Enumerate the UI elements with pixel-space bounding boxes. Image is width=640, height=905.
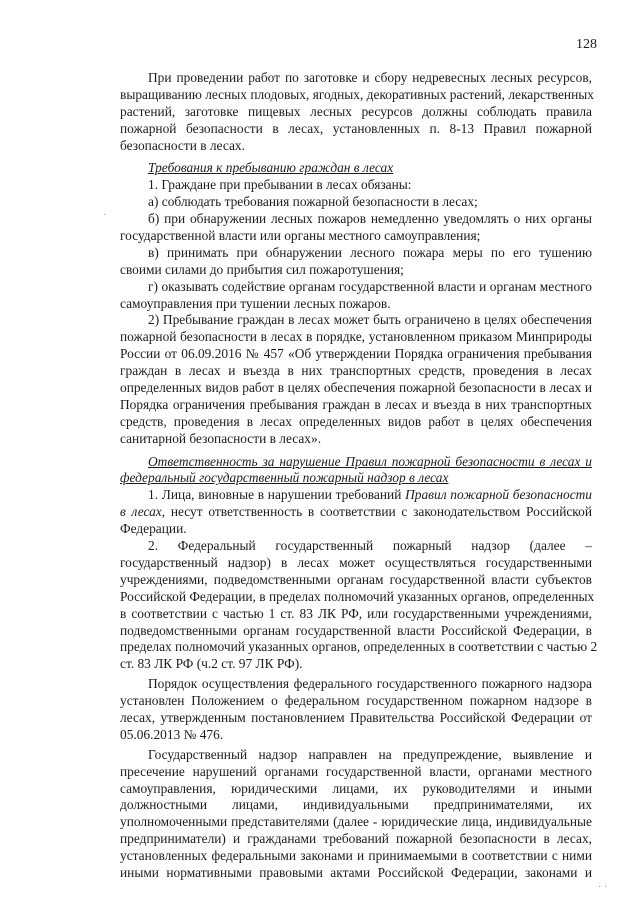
text-line: растений, заготовке пищевых лесных ресурсов должны соблюдать правила <box>120 103 592 119</box>
word: 2. <box>148 538 159 554</box>
text-line: пожарной безопасности в лесах в порядке, установленном приказом Минприроды <box>120 329 592 345</box>
text-line: России от 06.09.2016 № 457 «Об утверждении Порядка ограничения пребывания <box>120 346 592 362</box>
text-line: самоуправления при тушении лесных пожаров. <box>120 295 391 311</box>
text-run: , несут ответственность в соответствии с законодательством Российской <box>161 504 592 520</box>
text-line: граждан в лесах и въезда в них транспортных средств, проведения в лесах <box>120 363 592 379</box>
text-line: государственной власти или органы местного самоуправления; <box>120 228 481 244</box>
requirements-section <box>120 177 592 447</box>
word: надзор <box>471 538 510 554</box>
word: Федеральный <box>177 538 256 554</box>
text-line: Федерации. <box>120 521 187 537</box>
text-line: определенных видов работ в целях обеспечения пожарной безопасности в лесах и <box>120 380 592 396</box>
text-line: 2) Пребывание граждан в лесах может быть ограничено в целях обеспечения <box>148 312 592 328</box>
text-line: иными нормативными правовыми актами Российской Федерации, законами и <box>120 864 592 880</box>
section-heading-requirements: Требования к пребыванию граждан в лесах <box>148 160 394 176</box>
section-heading-liability <box>120 454 592 488</box>
text-line: пожарной безопасности в лесах, установленных п. 8-13 Правил пожарной <box>120 120 592 136</box>
margin-mark: · · <box>598 882 608 893</box>
text-line: При проведении работ по заготовке и сбору недревесных лесных ресурсов, <box>148 70 592 85</box>
heading-line: Ответственность за нарушение Правил пожарной безопасности в лесах и <box>148 453 592 469</box>
order-paragraph <box>120 676 592 744</box>
text-line: предприниматели) и гражданами требований пожарной безопасности в лесах, <box>120 831 592 847</box>
margin-mark: · <box>103 210 107 221</box>
text-line: 1. Граждане при пребывании в лесах обязаны: <box>148 177 412 193</box>
rules-title-italic: в лесах <box>120 504 162 520</box>
text-line: Государственный надзор направлен на предупреждение, выявление и <box>148 746 592 762</box>
text-line: 05.06.2013 № 476. <box>120 726 224 742</box>
heading-line: федеральный государственный пожарный надзор в лесах <box>120 470 449 486</box>
word: пожарный <box>392 538 452 554</box>
liability-item-2 <box>120 538 598 673</box>
word: государственный <box>275 538 374 554</box>
text-line: г) оказывать содействие органам государственной власти и органам местного <box>148 278 592 294</box>
text-line: учреждениями, подведомственными органам государственной власти субъектов <box>120 571 592 587</box>
text-line: Порядок осуществления федерального государственного пожарного надзора <box>148 676 592 692</box>
text-line: ст. 83 ЛК РФ (ч.2 ст. 97 ЛК РФ). <box>120 656 303 672</box>
text-line: самоуправления, юридическими лицами, их руководителями и иными <box>120 780 592 796</box>
text-line: выращиванию лесных плодовых, ягодных, декоративных растений, лекарственных <box>120 86 594 102</box>
text-line: а) соблюдать требования пожарной безопасности в лесах; <box>148 194 478 210</box>
text-line: установленных федеральными законами и принимаемыми в соответствии с ними <box>120 848 592 864</box>
text-line: пределах полномочий указанных органов, определенных в соответствии с частью 2 <box>120 639 598 655</box>
text-line: в соответствии с частью 1 ст. 83 ЛК РФ, или государственными учреждениями, <box>120 605 592 621</box>
document-body <box>120 70 598 882</box>
text-run: 1. Лица, виновные в нарушении требований <box>148 487 406 503</box>
text-line: санитарной безопасности в лесах». <box>120 430 322 446</box>
text-line: пресечение нарушений органами государственной власти, органами местного <box>120 763 592 779</box>
text-line-spread <box>120 538 592 555</box>
text-line: б) при обнаружении лесных пожаров немедленно уведомлять о них органы <box>148 211 592 227</box>
text-line: в) принимать при обнаружении лесного пожара меры по его тушению <box>148 244 592 260</box>
text-line: уполномоченными представителями (далее - юридические лица, индивидуальные <box>120 814 592 830</box>
text-line: Порядка ограничения пребывания граждан в лесах и въезда в них транспортных <box>120 396 592 412</box>
text-line: подведомственными органам государственной власти Российской Федерации, в <box>120 622 592 638</box>
supervision-paragraph <box>120 747 592 882</box>
text-line <box>120 487 592 504</box>
text-line: установлен Положением о федеральном государственном пожарном надзоре в <box>120 693 592 709</box>
word: – <box>585 538 592 554</box>
text-line <box>120 504 592 521</box>
text-line: своими силами до прибытия сил пожаротушения; <box>120 261 404 277</box>
text-line: Российской Федерации, в пределах полномочий указанных органов, определенных <box>120 588 595 604</box>
text-line: должностными лицами, индивидуальными предпринимателями, их <box>120 797 592 813</box>
text-line: государственный надзор) в лесах может осуществляться государственными <box>120 554 592 570</box>
page-number: 128 <box>576 37 597 52</box>
text-line: лесах, утвержденным постановлением Правительства Российской Федерации от <box>120 709 592 725</box>
intro-paragraph <box>120 70 592 154</box>
text-line: средств, проведения в лесах определенных видов работ в целях обеспечения <box>120 413 592 429</box>
text-line: безопасности в лесах. <box>120 137 245 153</box>
word: (далее <box>529 538 566 554</box>
liability-item-1 <box>120 487 592 538</box>
rules-title-italic: Правил пожарной безопасности <box>405 487 592 503</box>
